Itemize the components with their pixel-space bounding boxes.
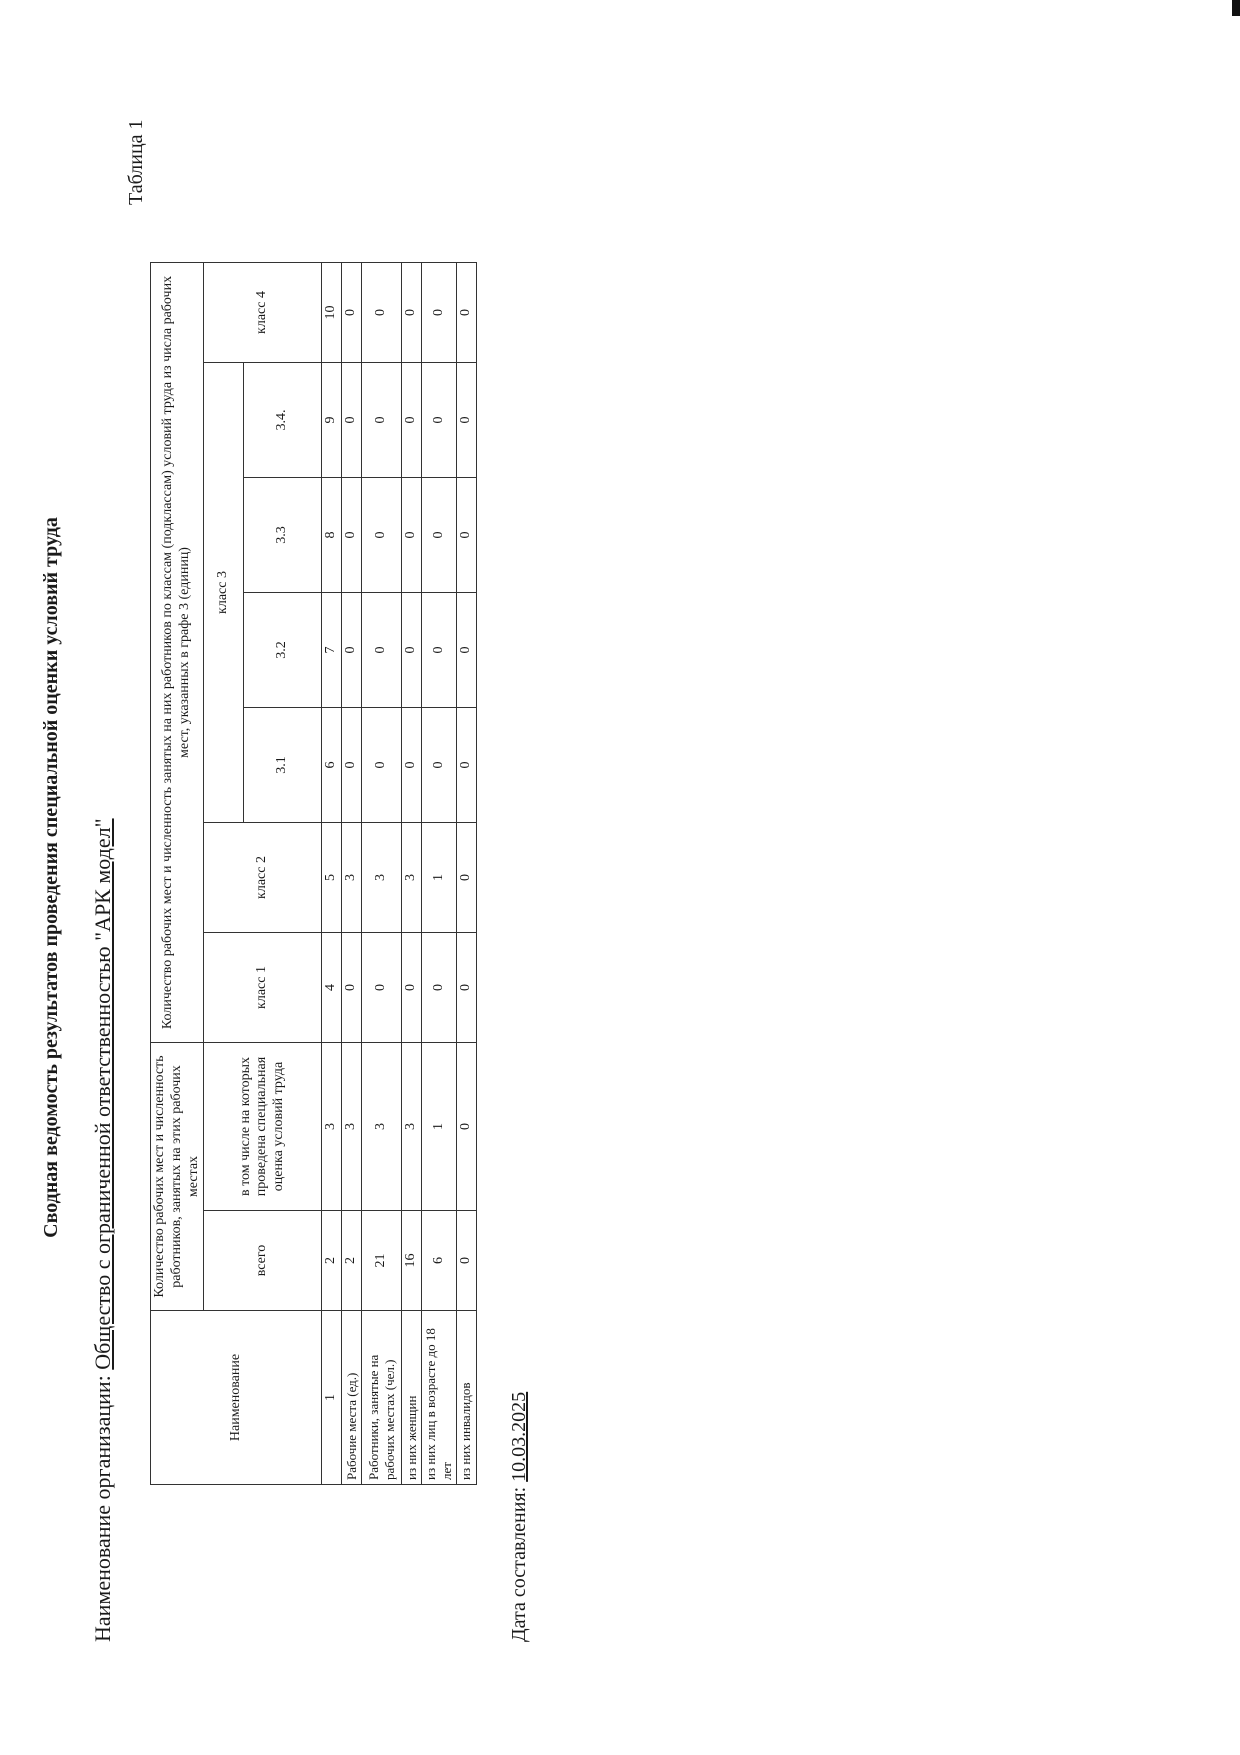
date-value: 10.03.2025 xyxy=(508,1391,530,1482)
organization-name: Общество с ограниченной ответственностью "АРК модел" xyxy=(90,818,115,1370)
table-row xyxy=(342,263,362,1485)
cell-class-3-4: 0 xyxy=(456,363,476,478)
column-number: 1 xyxy=(322,1311,342,1485)
header-class-4: класс 4 xyxy=(204,263,322,363)
cell-total: 6 xyxy=(422,1211,456,1311)
cell-class-3-2: 0 xyxy=(422,593,456,708)
cell-class-2: 3 xyxy=(342,823,362,933)
table-row xyxy=(362,263,402,1485)
table-row xyxy=(402,263,422,1485)
cell-class-3-4: 0 xyxy=(342,363,362,478)
cell-class-4: 0 xyxy=(402,263,422,363)
cell-class-1: 0 xyxy=(402,933,422,1043)
column-number: 9 xyxy=(322,363,342,478)
cell-class-2: 0 xyxy=(456,823,476,933)
cell-class-3-2: 0 xyxy=(456,593,476,708)
column-number: 6 xyxy=(322,708,342,823)
cell-class-1: 0 xyxy=(456,933,476,1043)
row-label: Рабочие места (ед.) xyxy=(342,1311,362,1485)
cell-assessed: 3 xyxy=(402,1043,422,1211)
document-title: Сводная ведомость результатов проведения специальной оценки условий труда xyxy=(40,517,62,1238)
date-line xyxy=(508,1392,531,1642)
cell-class-1: 0 xyxy=(342,933,362,1043)
header-class-3-2: 3.2 xyxy=(244,593,322,708)
column-number: 3 xyxy=(322,1043,342,1211)
organization-line xyxy=(90,818,116,1642)
cell-class-3-1: 0 xyxy=(362,708,402,823)
cell-total: 21 xyxy=(362,1211,402,1311)
cell-assessed: 0 xyxy=(456,1043,476,1211)
cell-class-1: 0 xyxy=(422,933,456,1043)
row-label: из них лиц в возрасте до 18 лет xyxy=(422,1311,456,1485)
cell-class-3-1: 0 xyxy=(402,708,422,823)
cell-class-2: 3 xyxy=(402,823,422,933)
cell-class-4: 0 xyxy=(422,263,456,363)
column-number: 2 xyxy=(322,1211,342,1311)
cell-class-3-2: 0 xyxy=(342,593,362,708)
summary-table-wrap xyxy=(150,262,477,1485)
header-classes-group: Количество рабочих мест и численность занятых на них работников по классам (подклассам) условий труда из числа рабочих мест, указанных в графе 3 (единиц) xyxy=(151,263,204,1043)
column-number: 5 xyxy=(322,823,342,933)
cell-total: 2 xyxy=(342,1211,362,1311)
cell-class-1: 0 xyxy=(362,933,402,1043)
column-numbers-row xyxy=(322,263,342,1485)
table-number: Таблица 1 xyxy=(125,119,147,205)
cell-class-3-1: 0 xyxy=(456,708,476,823)
cell-class-3-4: 0 xyxy=(402,363,422,478)
header-class-2: класс 2 xyxy=(204,823,322,933)
cell-assessed: 3 xyxy=(362,1043,402,1211)
row-label: Работники, занятые на рабочих местах (чел.) xyxy=(362,1311,402,1485)
cell-class-3-2: 0 xyxy=(362,593,402,708)
cell-class-3-3: 0 xyxy=(362,478,402,593)
cell-class-3-3: 0 xyxy=(342,478,362,593)
header-workplaces-group: Количество рабочих мест и численность работников, занятых на этих рабочих местах xyxy=(151,1043,204,1311)
column-number: 4 xyxy=(322,933,342,1043)
header-class-3-1: 3.1 xyxy=(244,708,322,823)
summary-table xyxy=(150,262,477,1485)
cell-class-2: 1 xyxy=(422,823,456,933)
cell-assessed: 3 xyxy=(342,1043,362,1211)
cell-class-4: 0 xyxy=(456,263,476,363)
row-label: из них инвалидов xyxy=(456,1311,476,1485)
header-class-3: класс 3 xyxy=(204,363,244,823)
header-total: всего xyxy=(204,1211,322,1311)
cell-class-4: 0 xyxy=(362,263,402,363)
header-class-3-4: 3.4. xyxy=(244,363,322,478)
header-class-3-3: 3.3 xyxy=(244,478,322,593)
table-row xyxy=(422,263,456,1485)
cell-class-3-3: 0 xyxy=(422,478,456,593)
row-label: из них женщин xyxy=(402,1311,422,1485)
cell-class-3-2: 0 xyxy=(402,593,422,708)
header-assessed: в том числе на которых проведена специальная оценка условий труда xyxy=(204,1043,322,1211)
date-label: Дата составления: xyxy=(508,1486,530,1642)
header-class-1: класс 1 xyxy=(204,933,322,1043)
cell-class-3-4: 0 xyxy=(422,363,456,478)
column-number: 8 xyxy=(322,478,342,593)
table-row xyxy=(456,263,476,1485)
header-name: Наименование xyxy=(151,1311,322,1485)
cell-class-2: 3 xyxy=(362,823,402,933)
organization-label: Наименование организации: xyxy=(90,1375,115,1642)
column-number: 10 xyxy=(322,263,342,363)
cell-class-3-4: 0 xyxy=(362,363,402,478)
cell-total: 16 xyxy=(402,1211,422,1311)
cell-class-3-3: 0 xyxy=(456,478,476,593)
cell-class-3-1: 0 xyxy=(342,708,362,823)
cell-class-3-3: 0 xyxy=(402,478,422,593)
cell-assessed: 1 xyxy=(422,1043,456,1211)
cell-class-4: 0 xyxy=(342,263,362,363)
cell-class-3-1: 0 xyxy=(422,708,456,823)
cell-total: 0 xyxy=(456,1211,476,1311)
column-number: 7 xyxy=(322,593,342,708)
